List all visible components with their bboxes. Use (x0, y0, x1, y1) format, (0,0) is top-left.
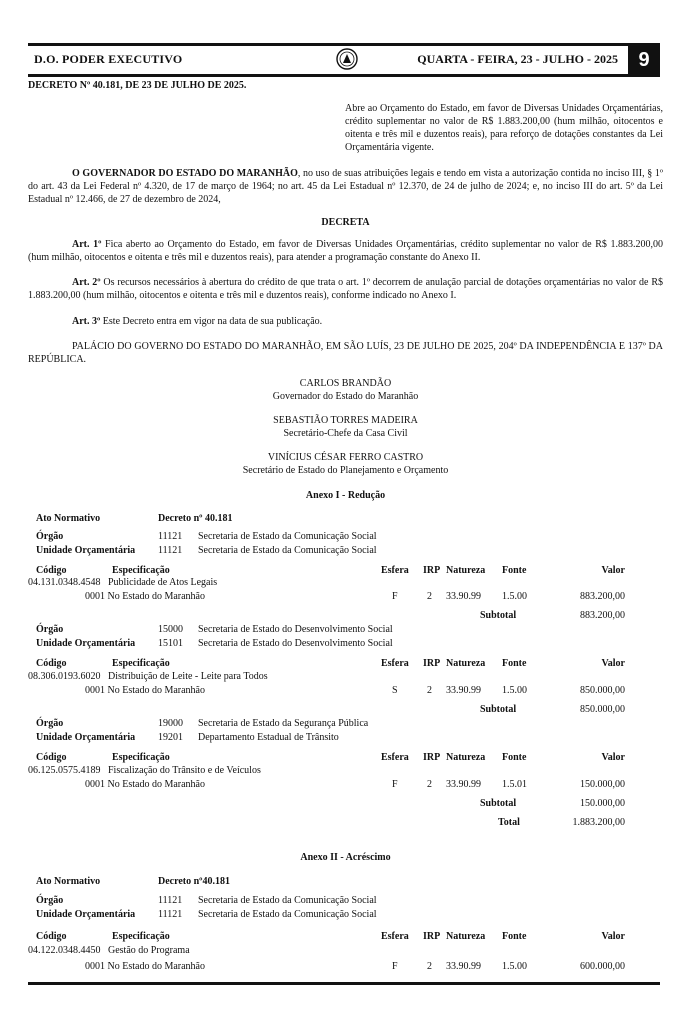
ato-value: Decreto nº40.181 (158, 876, 230, 887)
fonte-value: 1.5.00 (502, 685, 527, 696)
col-irp: IRP (423, 931, 441, 942)
ato-label: Ato Normativo (36, 513, 101, 524)
orgao-label: Órgão (36, 531, 64, 542)
unidade-name: Departamento Estadual de Trânsito (198, 732, 339, 743)
valor-value: 883.200,00 (580, 591, 625, 602)
state-seal-icon (336, 48, 358, 70)
col-especificacao: Especificação (112, 658, 170, 669)
anexo1-title: Anexo I - Redução (305, 490, 386, 501)
subtotal-value: 850.000,00 (580, 704, 625, 715)
page-number: 9 (628, 46, 660, 74)
col-codigo: Código (36, 752, 67, 763)
col-fonte: Fonte (502, 752, 527, 763)
unidade-name: Secretaria de Estado da Comunicação Social (198, 909, 377, 920)
irp-value: 2 (427, 961, 432, 972)
unidade-label: Unidade Orçamentária (36, 732, 136, 743)
col-fonte: Fonte (502, 565, 527, 576)
col-especificacao: Especificação (112, 931, 170, 942)
valor-value: 850.000,00 (580, 685, 625, 696)
orgao-label: Órgão (36, 624, 64, 635)
subtotal-label: Subtotal (480, 798, 517, 809)
signature-role: Secretário de Estado do Planejamento e Orçamento (242, 465, 449, 476)
art3-label: Art. 3º (72, 316, 101, 327)
preamble-text: , no uso de suas atribuições legais e tendo em vista a autorização contida no inciso III, § 1º do art. 43 da Lei Federal nº 4.320, de 17 de março de 1964; no art. 45 da Lei Estadual nº 12.370, de 24 de julho de 2024; e, no inciso III do art. 5º da Lei Estadual nº 12.466, de 27 de dezembro de 2024, (28, 168, 663, 205)
article-3 (28, 315, 663, 328)
subtotal-value: 150.000,00 (580, 798, 625, 809)
col-irp: IRP (423, 658, 441, 669)
signature-name: VINÍCIUS CÉSAR FERRO CASTRO (267, 452, 424, 463)
orgao-name: Secretaria de Estado da Comunicação Social (198, 531, 377, 542)
ato-label: Ato Normativo (36, 876, 101, 887)
signature-2 (28, 414, 663, 440)
anexo2-title: Anexo II - Acréscimo (300, 852, 391, 863)
subtotal-value: 883.200,00 (580, 610, 625, 621)
signature-3 (28, 451, 663, 477)
palacio-line: PALÁCIO DO GOVERNO DO ESTADO DO MARANHÃO, EM SÃO LUÍS, 23 DE JULHO DE 2025, 204º DA INDEPENDÊNCIA E 137º DA REPÚBLICA. (28, 341, 663, 365)
art2-text: Os recursos necessários à abertura do crédito de que trata o art. 1º decorrem de anulação parcial de dotações orçamentárias no valor de R$ 1.883.200,00 (hum milhão, oitocentos e oitenta e três mil e duzentos reais), conforme indicado no Anexo I. (28, 277, 663, 301)
signature-role: Secretário-Chefe da Casa Civil (283, 428, 408, 439)
esfera-value: F (392, 961, 398, 972)
col-natureza: Natureza (446, 658, 486, 669)
col-codigo: Código (36, 565, 67, 576)
orgao-name: Secretaria de Estado da Comunicação Social (198, 895, 377, 906)
natureza-value: 33.90.99 (446, 685, 481, 696)
decreta-heading: DECRETA (321, 217, 370, 228)
signature-role: Governador do Estado do Maranhão (272, 391, 419, 402)
col-fonte: Fonte (502, 931, 527, 942)
col-fonte: Fonte (502, 658, 527, 669)
orgao-name: Secretaria de Estado do Desenvolvimento Social (198, 624, 393, 635)
irp-value: 2 (427, 591, 432, 602)
orgao-code: 15000 (158, 624, 183, 635)
bottom-rule (28, 982, 660, 985)
item-line: 0001 No Estado do Maranhão (85, 685, 205, 696)
page-header (28, 43, 660, 77)
orgao-label: Órgão (36, 895, 64, 906)
item-line: 0001 No Estado do Maranhão (85, 779, 205, 790)
art1-label: Art. 1º (72, 239, 102, 250)
unidade-code: 11121 (158, 909, 183, 920)
fonte-value: 1.5.00 (502, 591, 527, 602)
decree-preamble (28, 167, 663, 206)
subtotal-label: Subtotal (480, 704, 517, 715)
fonte-value: 1.5.01 (502, 779, 527, 790)
irp-value: 2 (427, 779, 432, 790)
decree-ementa: Abre ao Orçamento do Estado, em favor de Diversas Unidades Orçamentárias, crédito suplementar no valor de R$ 1.883.200,00 (hum milhão, oitocentos e oitenta e três mil e duzentos reais), para reforço de dotações constantes da Lei Orçamentária vigente. (345, 103, 663, 153)
unidade-code: 19201 (158, 732, 183, 743)
irp-value: 2 (427, 685, 432, 696)
unidade-name: Secretaria de Estado da Comunicação Social (198, 545, 377, 556)
unidade-label: Unidade Orçamentária (36, 909, 136, 920)
orgao-code: 19000 (158, 718, 183, 729)
esfera-value: S (392, 685, 398, 696)
fonte-value: 1.5.00 (502, 961, 527, 972)
esfera-value: F (392, 779, 398, 790)
col-valor: Valor (601, 565, 625, 576)
unidade-code: 11121 (158, 545, 183, 556)
col-natureza: Natureza (446, 565, 486, 576)
unidade-label: Unidade Orçamentária (36, 545, 136, 556)
col-valor: Valor (601, 931, 625, 942)
valor-value: 150.000,00 (580, 779, 625, 790)
col-esfera: Esfera (381, 931, 409, 942)
orgao-label: Órgão (36, 718, 64, 729)
unidade-name: Secretaria de Estado do Desenvolvimento Social (198, 638, 393, 649)
subtotal-label: Subtotal (480, 610, 517, 621)
natureza-value: 33.90.99 (446, 779, 481, 790)
valor-value: 600.000,00 (580, 961, 625, 972)
col-especificacao: Especificação (112, 565, 170, 576)
col-esfera: Esfera (381, 658, 409, 669)
art2-label: Art. 2º (72, 277, 101, 288)
orgao-name: Secretaria de Estado da Segurança Pública (198, 718, 369, 729)
orgao-code: 11121 (158, 895, 183, 906)
col-codigo: Código (36, 658, 67, 669)
col-especificacao: Especificação (112, 752, 170, 763)
signature-1 (28, 377, 663, 403)
programa-line: 06.125.0575.4189 Fiscalização do Trânsito e de Veículos (28, 765, 261, 776)
governor-title: O GOVERNADOR DO ESTADO DO MARANHÃO (72, 168, 298, 179)
col-valor: Valor (601, 752, 625, 763)
decree-title: DECRETO Nº 40.181, DE 23 DE JULHO DE 2025. (28, 80, 247, 91)
item-line: 0001 No Estado do Maranhão (85, 961, 205, 972)
orgao-code: 11121 (158, 531, 183, 542)
unidade-code: 15101 (158, 638, 183, 649)
art1-text: Fica aberto ao Orçamento do Estado, em favor de Diversas Unidades Orçamentárias, crédito suplementar no valor de R$ 1.883.200,00 (hum milhão, oitocentos e oitenta e três mil e duzentos reais), para atender a programação constante do Anexo II. (28, 239, 664, 263)
total-value: 1.883.200,00 (572, 817, 625, 828)
natureza-value: 33.90.99 (446, 961, 481, 972)
esfera-value: F (392, 591, 398, 602)
programa-line: 04.131.0348.4548 Publicidade de Atos Legais (28, 577, 218, 588)
col-valor: Valor (601, 658, 625, 669)
article-2 (28, 276, 663, 302)
unidade-label: Unidade Orçamentária (36, 638, 136, 649)
col-esfera: Esfera (381, 752, 409, 763)
ato-value: Decreto nº 40.181 (158, 513, 233, 524)
article-1 (28, 238, 663, 264)
programa-line: 08.306.0193.6020 Distribuição de Leite - Leite para Todos (28, 671, 268, 682)
col-natureza: Natureza (446, 752, 486, 763)
natureza-value: 33.90.99 (446, 591, 481, 602)
col-esfera: Esfera (381, 565, 409, 576)
col-irp: IRP (423, 565, 441, 576)
art3-text: Este Decreto entra em vigor na data de sua publicação. (100, 316, 323, 327)
signature-name: SEBASTIÃO TORRES MADEIRA (273, 415, 418, 426)
col-codigo: Código (36, 931, 67, 942)
signature-name: CARLOS BRANDÃO (299, 378, 392, 389)
header-title: D.O. PODER EXECUTIVO (34, 52, 183, 66)
header-date: QUARTA - FEIRA, 23 - JULHO - 2025 (417, 52, 618, 66)
item-line: 0001 No Estado do Maranhão (85, 591, 205, 602)
programa-line: 04.122.0348.4450 Gestão do Programa (28, 945, 190, 956)
col-natureza: Natureza (446, 931, 486, 942)
total-label: Total (498, 817, 520, 828)
col-irp: IRP (423, 752, 441, 763)
